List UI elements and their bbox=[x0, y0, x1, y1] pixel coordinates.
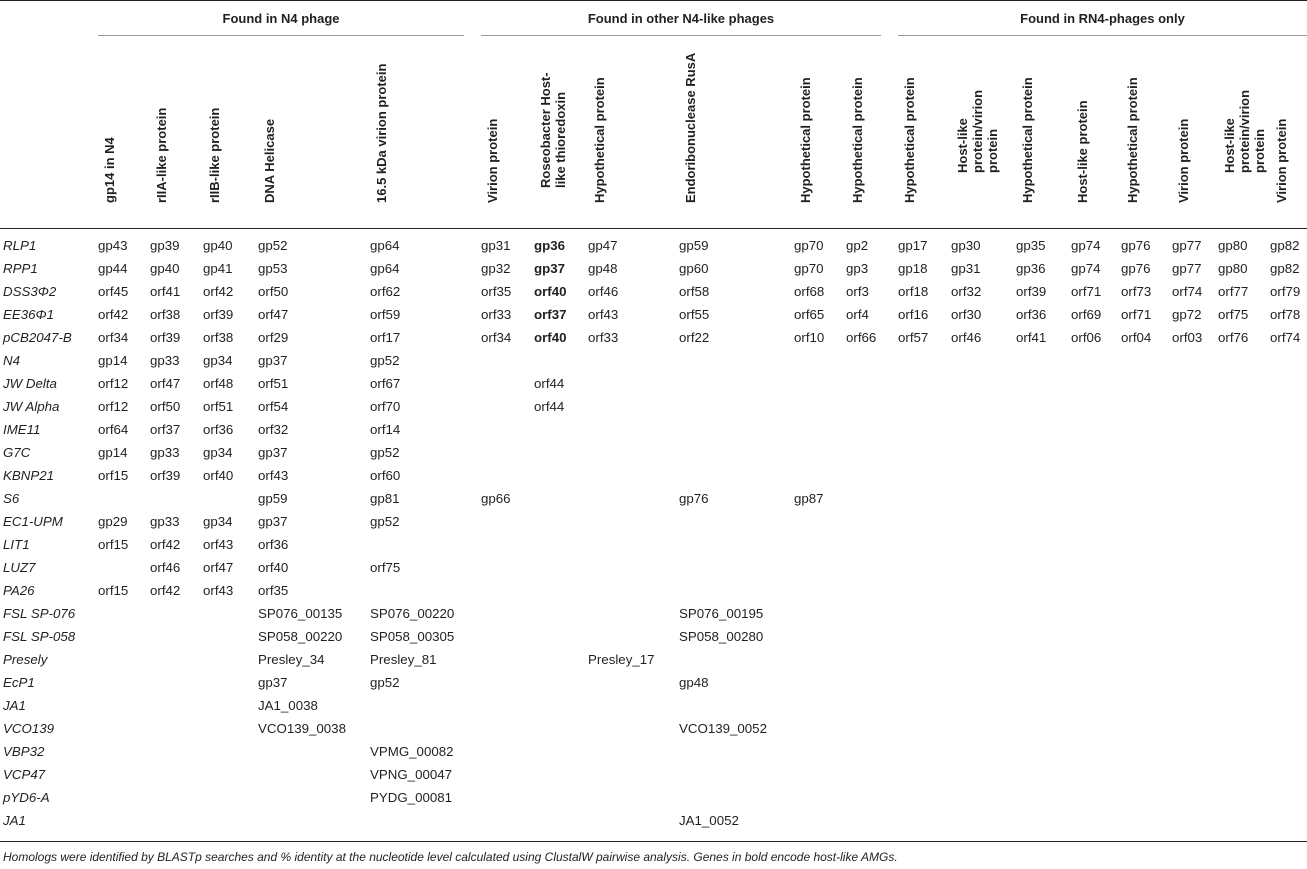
phage-name: JA1 bbox=[3, 813, 26, 828]
table-cell: orf48 bbox=[203, 376, 234, 391]
table-cell: gp52 bbox=[370, 445, 400, 460]
table-cell: gp36 bbox=[1016, 261, 1046, 276]
table-cell: VCO139_0038 bbox=[258, 721, 346, 736]
header-rule bbox=[0, 228, 1307, 229]
table-cell: gp72 bbox=[1172, 307, 1202, 322]
column-header-label: 16.5 kDa virion protein bbox=[374, 63, 389, 203]
column-header-3 bbox=[203, 58, 243, 218]
table-cell: orf69 bbox=[1071, 307, 1102, 322]
table-cell: orf76 bbox=[1218, 330, 1249, 345]
table-cell: gp37 bbox=[534, 261, 566, 276]
phage-name: PA26 bbox=[3, 583, 35, 598]
table-cell: orf35 bbox=[258, 583, 289, 598]
table-cell: gp59 bbox=[679, 238, 709, 253]
group-header-rn4: Found in RN4-phages only bbox=[1020, 11, 1185, 26]
table-cell: orf39 bbox=[150, 330, 181, 345]
table-cell: orf44 bbox=[534, 399, 565, 414]
table-cell: orf15 bbox=[98, 468, 129, 483]
phage-name: VCO139 bbox=[3, 721, 54, 736]
column-header-label: Virion protein bbox=[1176, 118, 1191, 203]
table-cell: gp77 bbox=[1172, 238, 1202, 253]
table-cell: orf43 bbox=[203, 583, 234, 598]
table-cell: orf59 bbox=[370, 307, 401, 322]
table-cell: orf66 bbox=[846, 330, 877, 345]
table-row bbox=[0, 487, 1307, 510]
column-header-label: Host-like protein/virion protein bbox=[1222, 89, 1267, 173]
table-cell: gp64 bbox=[370, 238, 400, 253]
table-row bbox=[0, 533, 1307, 556]
column-header-label: Endoribonuclease RusA bbox=[683, 52, 698, 203]
table-row bbox=[0, 234, 1307, 257]
table-cell: gp81 bbox=[370, 491, 400, 506]
table-cell: gp48 bbox=[679, 675, 709, 690]
table-row bbox=[0, 441, 1307, 464]
table-cell: gp64 bbox=[370, 261, 400, 276]
table-cell: orf36 bbox=[1016, 307, 1047, 322]
table-cell: orf47 bbox=[150, 376, 181, 391]
table-cell: JA1_0052 bbox=[679, 813, 739, 828]
column-header-5 bbox=[370, 58, 410, 218]
table-row bbox=[0, 303, 1307, 326]
table-cell: orf74 bbox=[1172, 284, 1203, 299]
table-cell: orf03 bbox=[1172, 330, 1203, 345]
table-cell: orf34 bbox=[481, 330, 512, 345]
table-cell: Presley_34 bbox=[258, 652, 325, 667]
table-cell: gp17 bbox=[898, 238, 928, 253]
column-header-label: Host-like protein/virion protein bbox=[955, 89, 1000, 173]
table-cell: orf65 bbox=[794, 307, 825, 322]
table-cell: orf32 bbox=[951, 284, 982, 299]
table-row bbox=[0, 740, 1307, 763]
table-cell: gp34 bbox=[203, 514, 233, 529]
table-cell: orf58 bbox=[679, 284, 710, 299]
column-header-6 bbox=[481, 58, 521, 218]
table-cell: orf12 bbox=[98, 376, 129, 391]
table-cell: orf71 bbox=[1071, 284, 1102, 299]
table-cell: orf55 bbox=[679, 307, 710, 322]
phage-name: RLP1 bbox=[3, 238, 37, 253]
table-cell: orf38 bbox=[203, 330, 234, 345]
table-cell: gp2 bbox=[846, 238, 869, 253]
table-cell: gp36 bbox=[534, 238, 566, 253]
column-header-8 bbox=[588, 58, 628, 218]
table-cell: gp60 bbox=[679, 261, 709, 276]
column-header-label: Virion protein bbox=[485, 118, 500, 203]
table-cell: orf45 bbox=[98, 284, 129, 299]
table-cell: SP058_00280 bbox=[679, 629, 764, 644]
table-cell: gp52 bbox=[370, 353, 400, 368]
bottom-rule bbox=[0, 841, 1307, 842]
table-cell: gp35 bbox=[1016, 238, 1046, 253]
table-cell: gp32 bbox=[481, 261, 511, 276]
table-cell: gp33 bbox=[150, 514, 180, 529]
table-cell: orf78 bbox=[1270, 307, 1301, 322]
table-cell: SP058_00220 bbox=[258, 629, 343, 644]
table-row bbox=[0, 579, 1307, 602]
table-cell: orf47 bbox=[203, 560, 234, 575]
column-header-12 bbox=[898, 58, 938, 218]
column-header-label: Hypothetical protein bbox=[850, 77, 865, 203]
table-cell: orf43 bbox=[258, 468, 289, 483]
table-footnote: Homologs were identified by BLASTp searches and % identity at the nucleotide level calculated using ClustalW pairwise analysis. Genes in bold encode host-like AMGs. bbox=[3, 850, 898, 864]
table-cell: gp43 bbox=[98, 238, 128, 253]
table-row bbox=[0, 625, 1307, 648]
table-cell: gp70 bbox=[794, 238, 824, 253]
column-header-label: rIIB-like protein bbox=[207, 107, 222, 203]
table-cell: Presley_17 bbox=[588, 652, 655, 667]
table-row bbox=[0, 418, 1307, 441]
phage-name: EC1-UPM bbox=[3, 514, 63, 529]
table-cell: orf22 bbox=[679, 330, 710, 345]
table-cell: gp77 bbox=[1172, 261, 1202, 276]
table-cell: gp40 bbox=[150, 261, 180, 276]
column-header-16 bbox=[1121, 58, 1161, 218]
table-cell: orf35 bbox=[481, 284, 512, 299]
table-cell: gp48 bbox=[588, 261, 618, 276]
table-cell: gp74 bbox=[1071, 261, 1101, 276]
table-cell: gp31 bbox=[481, 238, 511, 253]
table-cell: gp53 bbox=[258, 261, 288, 276]
table-cell: gp18 bbox=[898, 261, 928, 276]
table-cell: gp82 bbox=[1270, 238, 1300, 253]
table-cell: gp40 bbox=[203, 238, 233, 253]
table-cell: gp80 bbox=[1218, 238, 1248, 253]
column-header-7 bbox=[534, 58, 574, 218]
table-cell: gp14 bbox=[98, 353, 128, 368]
table-cell: PYDG_00081 bbox=[370, 790, 453, 805]
table-cell: orf37 bbox=[150, 422, 181, 437]
column-header-label: Hypothetical protein bbox=[902, 77, 917, 203]
table-cell: orf67 bbox=[370, 376, 401, 391]
table-cell: orf04 bbox=[1121, 330, 1152, 345]
column-header-label: Hypothetical protein bbox=[1125, 77, 1140, 203]
table-cell: gp37 bbox=[258, 514, 288, 529]
table-cell: SP076_00195 bbox=[679, 606, 764, 621]
phage-name: KBNP21 bbox=[3, 468, 54, 483]
table-cell: gp14 bbox=[98, 445, 128, 460]
table-row bbox=[0, 671, 1307, 694]
phage-name: EE36Φ1 bbox=[3, 307, 55, 322]
table-cell: orf33 bbox=[588, 330, 619, 345]
table-cell: gp44 bbox=[98, 261, 128, 276]
table-cell: orf30 bbox=[951, 307, 982, 322]
table-cell: gp31 bbox=[951, 261, 981, 276]
table-row bbox=[0, 280, 1307, 303]
table-cell: orf32 bbox=[258, 422, 289, 437]
table-cell: gp52 bbox=[370, 675, 400, 690]
table-cell: orf34 bbox=[98, 330, 129, 345]
table-cell: gp80 bbox=[1218, 261, 1248, 276]
table-cell: orf60 bbox=[370, 468, 401, 483]
table-cell: VPNG_00047 bbox=[370, 767, 453, 782]
table-cell: VPMG_00082 bbox=[370, 744, 454, 759]
table-cell: orf68 bbox=[794, 284, 825, 299]
table-cell: orf44 bbox=[534, 376, 565, 391]
phage-name: EcP1 bbox=[3, 675, 35, 690]
phage-name: JW Alpha bbox=[3, 399, 60, 414]
table-row bbox=[0, 464, 1307, 487]
table-cell: orf38 bbox=[150, 307, 181, 322]
table-row bbox=[0, 717, 1307, 740]
table-cell: orf40 bbox=[258, 560, 289, 575]
table-cell: orf42 bbox=[98, 307, 129, 322]
table-cell: gp39 bbox=[150, 238, 180, 253]
phage-name: G7C bbox=[3, 445, 31, 460]
table-cell: orf77 bbox=[1218, 284, 1249, 299]
table-cell: SP058_00305 bbox=[370, 629, 455, 644]
column-header-label: rIIA-like protein bbox=[154, 107, 169, 203]
table-cell: orf33 bbox=[481, 307, 512, 322]
table-cell: orf37 bbox=[534, 307, 567, 322]
table-row bbox=[0, 602, 1307, 625]
table-row bbox=[0, 372, 1307, 395]
table-cell: SP076_00220 bbox=[370, 606, 455, 621]
table-cell: orf15 bbox=[98, 583, 129, 598]
table-cell: gp37 bbox=[258, 353, 288, 368]
table-cell: gp47 bbox=[588, 238, 618, 253]
column-header-label: Host-like protein bbox=[1075, 100, 1090, 203]
table-cell: orf42 bbox=[150, 583, 181, 598]
phage-name: RPP1 bbox=[3, 261, 38, 276]
column-header-2 bbox=[150, 58, 190, 218]
table-cell: orf42 bbox=[203, 284, 234, 299]
column-header-label: Hypothetical protein bbox=[592, 77, 607, 203]
table-cell: orf15 bbox=[98, 537, 129, 552]
column-header-9 bbox=[679, 52, 719, 218]
table-cell: orf12 bbox=[98, 399, 129, 414]
table-cell: SP076_00135 bbox=[258, 606, 343, 621]
table-cell: gp34 bbox=[203, 445, 233, 460]
phage-name: pYD6-A bbox=[3, 790, 50, 805]
column-header-14 bbox=[1016, 58, 1056, 218]
phage-name: IME11 bbox=[3, 422, 41, 437]
table-cell: orf14 bbox=[370, 422, 401, 437]
table-cell: orf39 bbox=[1016, 284, 1047, 299]
table-cell: orf51 bbox=[203, 399, 234, 414]
table-cell: orf39 bbox=[150, 468, 181, 483]
column-header-label: DNA Helicase bbox=[262, 118, 277, 203]
phage-name: FSL SP-058 bbox=[3, 629, 76, 644]
table-cell: orf4 bbox=[846, 307, 869, 322]
table-row bbox=[0, 326, 1307, 349]
table-cell: gp70 bbox=[794, 261, 824, 276]
column-header-4 bbox=[258, 58, 298, 218]
phage-name: Presely bbox=[3, 652, 48, 667]
top-rule bbox=[0, 0, 1307, 1]
group-underline-other bbox=[481, 35, 881, 36]
group-header-other: Found in other N4-like phages bbox=[587, 11, 775, 26]
table-cell: orf16 bbox=[898, 307, 929, 322]
phage-name: VBP32 bbox=[3, 744, 45, 759]
table-cell: orf50 bbox=[150, 399, 181, 414]
table-cell: orf43 bbox=[203, 537, 234, 552]
table-cell: orf75 bbox=[370, 560, 401, 575]
table-cell: orf3 bbox=[846, 284, 869, 299]
column-header-label: Hypothetical protein bbox=[1020, 77, 1035, 203]
table-cell: orf57 bbox=[898, 330, 929, 345]
table-cell: orf54 bbox=[258, 399, 289, 414]
column-header-17 bbox=[1172, 58, 1212, 218]
table-row bbox=[0, 556, 1307, 579]
table-cell: orf40 bbox=[534, 330, 567, 345]
phage-name: DSS3Φ2 bbox=[3, 284, 57, 299]
table-cell: gp76 bbox=[1121, 261, 1151, 276]
phage-name: LUZ7 bbox=[3, 560, 36, 575]
column-header-1 bbox=[98, 58, 138, 218]
column-header-11 bbox=[846, 58, 886, 218]
table-cell: orf70 bbox=[370, 399, 401, 414]
table-cell: gp66 bbox=[481, 491, 511, 506]
table-cell: JA1_0038 bbox=[258, 698, 318, 713]
table-cell: orf18 bbox=[898, 284, 929, 299]
table-cell: orf46 bbox=[951, 330, 982, 345]
table-row bbox=[0, 395, 1307, 418]
table-cell: gp87 bbox=[794, 491, 824, 506]
table-row bbox=[0, 694, 1307, 717]
table-cell: orf41 bbox=[150, 284, 181, 299]
phage-name: S6 bbox=[3, 491, 20, 506]
table-cell: orf39 bbox=[203, 307, 234, 322]
table-cell: orf40 bbox=[203, 468, 234, 483]
column-header-13 bbox=[951, 58, 1000, 218]
table-cell: gp37 bbox=[258, 445, 288, 460]
table-cell: gp59 bbox=[258, 491, 288, 506]
table-cell: orf62 bbox=[370, 284, 401, 299]
table-row bbox=[0, 510, 1307, 533]
table-cell: orf29 bbox=[258, 330, 289, 345]
table-cell: gp34 bbox=[203, 353, 233, 368]
table-cell: gp37 bbox=[258, 675, 288, 690]
column-header-label: Hypothetical protein bbox=[798, 77, 813, 203]
table-cell: gp3 bbox=[846, 261, 869, 276]
column-header-10 bbox=[794, 58, 834, 218]
table-cell: orf71 bbox=[1121, 307, 1152, 322]
group-header-n4: Found in N4 phage bbox=[222, 11, 340, 26]
table-row bbox=[0, 257, 1307, 280]
column-header-label: Roseobacter Host-like thioredoxin bbox=[538, 72, 568, 188]
table-cell: Presley_81 bbox=[370, 652, 437, 667]
table-cell: orf51 bbox=[258, 376, 289, 391]
column-header-label: Virion protein bbox=[1274, 118, 1289, 203]
phage-name: FSL SP-076 bbox=[3, 606, 76, 621]
table-cell: gp30 bbox=[951, 238, 981, 253]
column-header-15 bbox=[1071, 58, 1111, 218]
phage-name: JA1 bbox=[3, 698, 26, 713]
table-cell: orf79 bbox=[1270, 284, 1301, 299]
table-cell: orf42 bbox=[150, 537, 181, 552]
table-cell: orf40 bbox=[534, 284, 567, 299]
table-cell: VCO139_0052 bbox=[679, 721, 767, 736]
table-cell: orf43 bbox=[588, 307, 619, 322]
table-row bbox=[0, 786, 1307, 809]
table-cell: gp41 bbox=[203, 261, 233, 276]
table-cell: gp74 bbox=[1071, 238, 1101, 253]
table-cell: gp33 bbox=[150, 353, 180, 368]
table-cell: gp52 bbox=[370, 514, 400, 529]
table-cell: orf36 bbox=[258, 537, 289, 552]
phage-name: LIT1 bbox=[3, 537, 30, 552]
table-cell: gp82 bbox=[1270, 261, 1300, 276]
column-header-19 bbox=[1270, 58, 1307, 218]
table-cell: orf47 bbox=[258, 307, 289, 322]
table-cell: orf06 bbox=[1071, 330, 1102, 345]
table-cell: orf75 bbox=[1218, 307, 1249, 322]
table-row bbox=[0, 648, 1307, 671]
phage-name: N4 bbox=[3, 353, 20, 368]
group-underline-rn4 bbox=[898, 35, 1307, 36]
table-cell: orf73 bbox=[1121, 284, 1152, 299]
table-cell: orf50 bbox=[258, 284, 289, 299]
phage-name: JW Delta bbox=[3, 376, 57, 391]
table-cell: gp33 bbox=[150, 445, 180, 460]
table-cell: orf46 bbox=[150, 560, 181, 575]
table-row bbox=[0, 349, 1307, 372]
column-header-label: gp14 in N4 bbox=[102, 137, 117, 203]
table-row bbox=[0, 809, 1307, 832]
column-header-18 bbox=[1218, 58, 1267, 218]
table-cell: orf64 bbox=[98, 422, 129, 437]
table-cell: gp76 bbox=[1121, 238, 1151, 253]
table-cell: orf46 bbox=[588, 284, 619, 299]
table-cell: gp52 bbox=[258, 238, 288, 253]
group-underline-n4 bbox=[98, 35, 464, 36]
table-row bbox=[0, 763, 1307, 786]
phage-name: pCB2047-B bbox=[3, 330, 72, 345]
table-cell: orf74 bbox=[1270, 330, 1301, 345]
phage-name: VCP47 bbox=[3, 767, 46, 782]
table-cell: gp76 bbox=[679, 491, 709, 506]
table-cell: gp29 bbox=[98, 514, 128, 529]
table-cell: orf36 bbox=[203, 422, 234, 437]
table-cell: orf10 bbox=[794, 330, 825, 345]
table-cell: orf17 bbox=[370, 330, 401, 345]
table-cell: orf41 bbox=[1016, 330, 1047, 345]
